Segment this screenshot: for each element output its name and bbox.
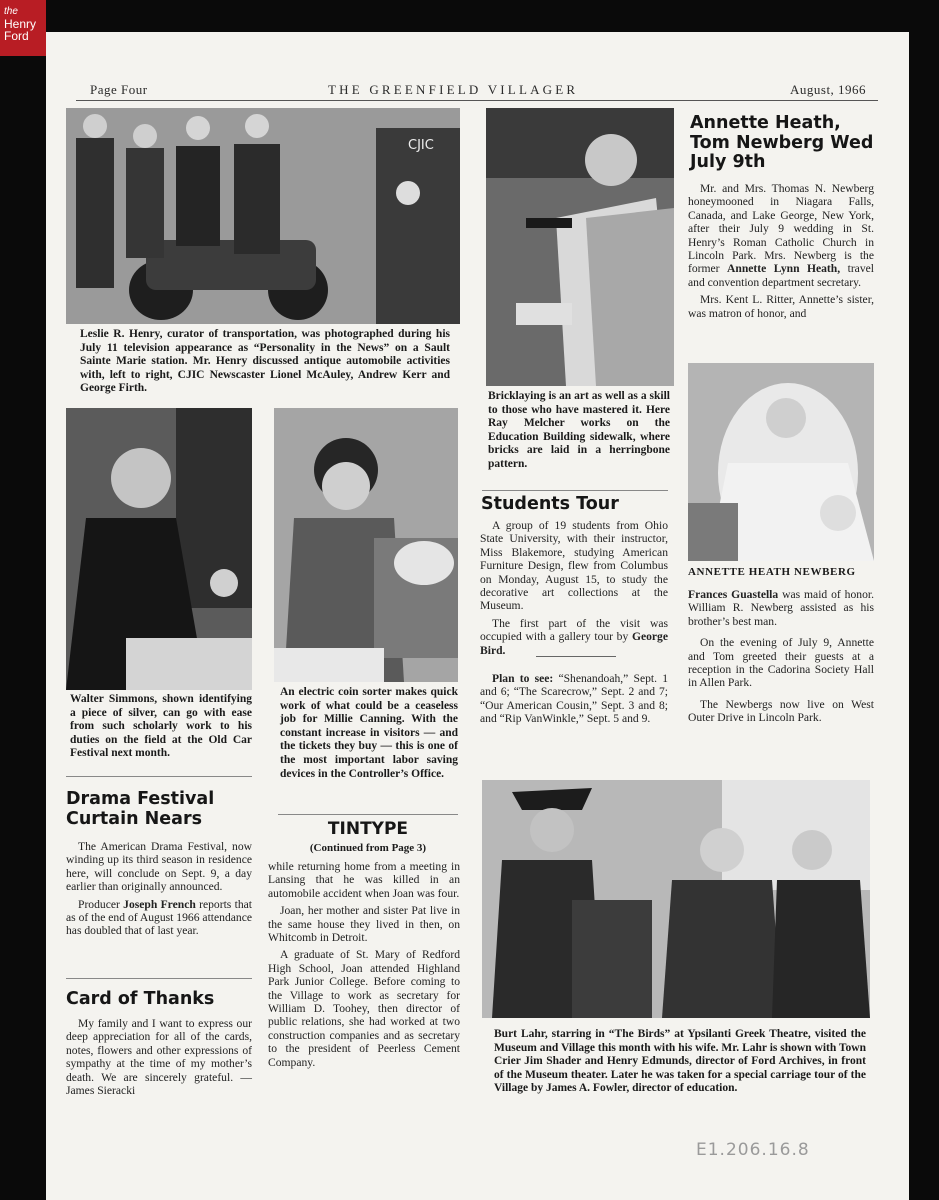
- thanks-body: [66, 1017, 252, 1101]
- photo-bricklaying-illustration: [486, 108, 674, 386]
- students-headline: Students Tour: [481, 494, 619, 514]
- plan-bold: Plan to see:: [492, 672, 554, 685]
- photo-coin-sorter-illustration: [274, 408, 458, 682]
- photo-bricklaying: [486, 108, 674, 386]
- masthead: THE GREENFIELD VILLAGER: [328, 82, 579, 97]
- caption-bride: ANNETTE HEATH NEWBERG: [688, 566, 856, 578]
- caption-burt-lahr: Burt Lahr, starring in “The Birds” at Ypsilanti Greek Theatre, visited the Museum and Village this month with his wife. Mr. Lahr is shown with Town Crier Jim Shader and Henry Edmunds, director of Ford Archives, in front of the Museum theater. Later he was taken for a special carriage tour of the Village by James A. Fowler, director of education.: [494, 1028, 866, 1095]
- logo-line-the: the: [4, 6, 18, 17]
- rule-simmons: [66, 776, 252, 777]
- page-number: Page Four: [90, 82, 148, 97]
- wedding-p1-bold: Annette Lynn Heath,: [727, 262, 841, 276]
- caption-coin-sorter: An electric coin sorter makes quick work of what could be a ceaseless job for Millie Canning. With the constant increase in visitors — and the tickets they buy — this is one of the most important labor saving devices in the Controller’s Office.: [280, 686, 458, 780]
- drama-p2-bold: Joseph French: [123, 897, 196, 911]
- caption-bricklaying: Bricklaying is an art as well as a skill to those who have mastered it. Here Ray Melcher works on the Education Building sidewalk, where bricks are laid in a herringbone pattern.: [488, 390, 670, 470]
- thanks-p1-text: My family and I want to express our deep appreciation for all of the cards, notes, flowers and other expressions of sympathy at the time of my mother’s death. We are sincerely grateful.: [66, 1017, 252, 1084]
- tintype-body: [268, 860, 460, 1073]
- rule-drama: [66, 978, 252, 979]
- wedding-p4: On the evening of July 9, Annette and Tom greeted their guests at a reception in the Cadorina Society Hall in Allen Park.: [688, 636, 874, 690]
- plan-to-see: [480, 672, 668, 730]
- drama-p1: The American Drama Festival, now winding up its third season in residence here, will conclude on Sept. 9, a day earlier than originally announced.: [66, 840, 252, 894]
- wedding-p3-bold: Frances Guastella: [688, 588, 779, 601]
- wedding-p1-end: travel and convention department secretary.: [688, 262, 874, 289]
- henry-ford-logo: [0, 0, 46, 56]
- issue-date: August, 1966: [790, 82, 867, 97]
- accession-number: E1.206.16.8: [696, 1140, 810, 1160]
- photo-simmons-illustration: [66, 408, 252, 690]
- rule-students: [536, 656, 616, 657]
- logo-line-ford: Ford: [4, 29, 29, 43]
- header-rule: [76, 100, 878, 101]
- photo-burt-lahr-illustration: [482, 780, 870, 1018]
- drama-p2-text: reports that as of the end of August 1966 attendance has doubled that of last year.: [66, 897, 252, 938]
- rule-brick: [482, 490, 668, 491]
- photo-bride-illustration: [688, 363, 874, 561]
- wedding-headline: Annette Heath, Tom Newberg Wed July 9th: [690, 113, 874, 173]
- photo-burt-lahr: [482, 780, 870, 1018]
- photo-cjic-television: [66, 108, 460, 324]
- tintype-p2: Joan, her mother and sister Pat live in the same house they lived in then, on Whitcomb in Detroit.: [268, 904, 460, 945]
- photo-bride: [688, 363, 874, 561]
- tintype-p1: while returning home from a meeting in Lansing that he was killed in an automobile accident when Joan was four.: [268, 860, 460, 900]
- wedding-p3: [688, 588, 874, 628]
- thanks-signature: — James Sieracki: [66, 1070, 253, 1098]
- drama-headline: Drama Festival Curtain Nears: [66, 789, 215, 829]
- wedding-p3-text: was maid of honor. William R. Newberg assisted as his brother’s best man.: [688, 588, 874, 628]
- drama-p2-pre: Producer: [78, 897, 120, 911]
- students-body: [480, 519, 668, 661]
- students-p1: A group of 19 students from Ohio State University, with their instructor, Miss Blakemore, studying American Furniture Design, flew from Columbus on Monday, August 15, to study the decorative art collections at the Museum.: [480, 519, 668, 613]
- wedding-p1-text: Mr. and Mrs. Thomas N. Newberg honeymooned in Niagara Falls, Canada, and Lake George, New York, after their July 9 wedding in St. Henry’s Roman Catholic Church in Lincoln Park. Mrs. Newberg is the former: [688, 182, 874, 276]
- thanks-headline: Card of Thanks: [66, 989, 215, 1009]
- rule-coin: [278, 814, 458, 815]
- drama-p2: [66, 898, 252, 938]
- students-p2-text: The first part of the visit was occupied with a gallery tour by: [480, 616, 668, 644]
- plan-p: [480, 672, 668, 726]
- thanks-p1: [66, 1017, 252, 1097]
- students-p2-bold: George Bird.: [480, 630, 668, 657]
- wedding-body-top: [688, 182, 874, 324]
- caption-simmons: Walter Simmons, shown identifying a piece of silver, can go with ease from such scholarly work to his duties on the field at the Old Car Festival next month.: [70, 693, 252, 760]
- tintype-continued: (Continued from Page 3): [309, 842, 427, 854]
- logo-line-henry: Henry: [4, 17, 37, 31]
- tintype-p3: A graduate of St. Mary of Redford High School, Joan attended Highland Park Junior College. Before coming to the Village to work as secretary for William D. Toohey, then director of public relations, she had worked at two construction companies and as secretary to the president of Peerless Cement Company.: [268, 948, 460, 1069]
- students-p2: [480, 617, 668, 657]
- photo-simmons: [66, 408, 252, 690]
- wedding-p1: [688, 182, 874, 289]
- newsletter-page: [46, 32, 909, 1200]
- photo-cjic-illustration: [66, 108, 460, 324]
- plan-text: “Shenandoah,” Sept. 1 and 6; “The Scarecrow,” Sept. 2 and 7; “Our American Cousin,” Sept. 3 and 8; and “Rip VanWinkle,” Sept. 5 and 9.: [480, 672, 668, 726]
- tintype-headline: TINTYPE: [327, 819, 409, 839]
- cjic-sign: CJIC: [408, 138, 434, 153]
- wedding-body-bottom: [688, 588, 874, 729]
- drama-body: [66, 840, 252, 942]
- wedding-p2: Mrs. Kent L. Ritter, Annette’s sister, was matron of honor, and: [688, 293, 874, 320]
- wedding-p5: The Newbergs now live on West Outer Drive in Lincoln Park.: [688, 697, 874, 725]
- photo-coin-sorter: [274, 408, 458, 682]
- caption-henry: Leslie R. Henry, curator of transportation, was photographed during his July 11 television appearance as “Personality in the News” on a Sault Sainte Marie station. Mr. Henry discussed antique automobile activities with, left to right, CJIC Newscaster Lionel McAuley, Andrew Kerr and George Firth.: [80, 328, 450, 395]
